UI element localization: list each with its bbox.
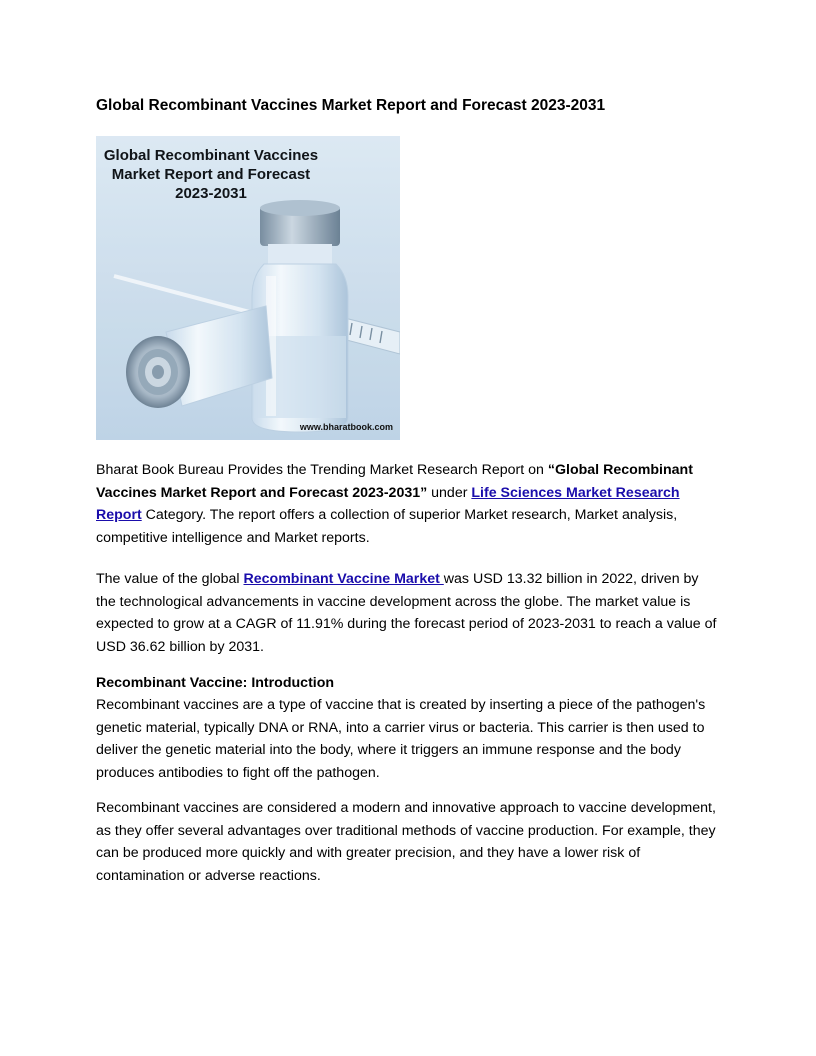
recombinant-vaccine-market-link[interactable]: Recombinant Vaccine Market [243,571,444,587]
report-cover-image [96,136,400,440]
cover-website: www.bharatbook.com [299,422,393,432]
report-title-emphasis: “Global Recombinant Vaccines Market Report and Forecast 2023-2031” [96,462,693,501]
introduction-paragraph-1: Recombinant vaccines are a type of vaccine that is created by inserting a piece of the pathogen's genetic material, typically DNA or RNA, into a carrier virus or bacteria. This carrier is then used to deliver the genetic material into the body, where it triggers an immune response and the body produces antibodies to fight off the pathogen. [96,697,706,781]
intro-paragraph: Bharat Book Bureau Provides the Trending Market Research Report on “Global Recombinant Vaccines Market Report and Forecast 2023-2031” under Life Sciences Market Research Report Category. The report offers a collection of superior Market research, Market analysis, competitive intelligence and Market reports. [96,462,693,546]
life-sciences-report-link[interactable]: Life Sciences Market Research Report [96,484,680,524]
section-heading: Recombinant Vaccine: Introduction [96,675,335,691]
page-title: Global Recombinant Vaccines Market Report and Forecast 2023-2031 [96,97,606,114]
introduction-paragraph-2: Recombinant vaccines are considered a modern and innovative approach to vaccine development, as they offer several advantages over traditional methods of vaccine production. For example, they can be produced more quickly and with greater precision, and they have a lower risk of contamination or adverse reactions. [96,800,716,884]
cover-title: Global Recombinant Vaccines Market Report and Forecast 2023-2031 [103,147,319,202]
market-value-paragraph: The value of the global Recombinant Vaccine Market was USD 13.32 billion in 2022, driven by the technological advancements in vaccine development across the globe. The market value is expected to grow at a CAGR of 11.91% during the forecast period of 2023-2031 to reach a value of USD 36.62 billion by 2031. [96,571,717,655]
